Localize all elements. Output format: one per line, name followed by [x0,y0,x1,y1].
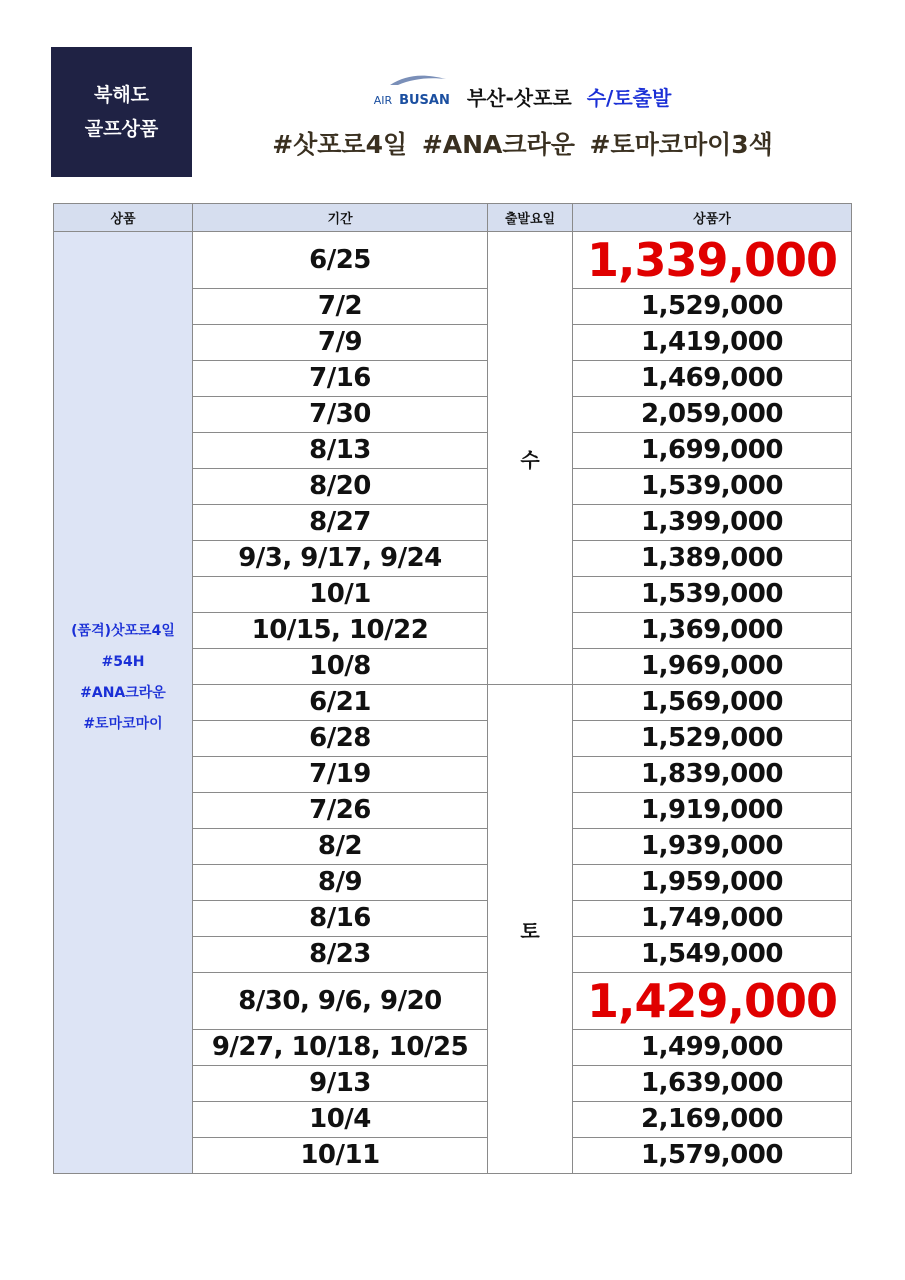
table-body [54,232,852,1174]
product-line-2: #54H [101,654,145,670]
badge-line-2: 골프상품 [84,118,159,140]
price-cell: 1,939,000 [573,829,852,865]
departure-date-cell: 6/25 [193,232,488,289]
departure-date-cell: 10/1 [193,577,488,613]
departure-date-cell: 9/13 [193,1066,488,1102]
price-cell: 1,469,000 [573,361,852,397]
departure-date-cell: 8/30, 9/6, 9/20 [193,973,488,1030]
price-cell: 2,059,000 [573,397,852,433]
logo-busan: BUSAN [399,92,450,108]
price-cell: 1,539,000 [573,469,852,505]
departure-date-cell: 6/28 [193,721,488,757]
price-cell: 1,419,000 [573,325,852,361]
price-cell: 1,919,000 [573,793,852,829]
price-cell: 1,339,000 [573,232,852,289]
departure-date-cell: 7/9 [193,325,488,361]
price-cell: 1,839,000 [573,757,852,793]
table-row [54,232,852,289]
price-cell: 1,529,000 [573,721,852,757]
price-cell: 1,969,000 [573,649,852,685]
departure-date-cell: 7/30 [193,397,488,433]
departure-date-cell: 8/27 [193,505,488,541]
col-header-product: 상품 [54,204,193,232]
price-cell: 1,369,000 [573,613,852,649]
departure-date-cell: 7/26 [193,793,488,829]
price-table [53,203,852,1174]
hashtag-line: #삿포로4일 #ANA크라운 #토마코마이3색 [272,130,773,159]
price-cell: 1,529,000 [573,289,852,325]
header-title [0,82,905,111]
departure-date-cell: 9/27, 10/18, 10/25 [193,1030,488,1066]
price-cell: 1,429,000 [573,973,852,1030]
price-cell: 1,699,000 [573,433,852,469]
col-header-day: 출발요일 [488,204,573,232]
departure-date-cell: 10/8 [193,649,488,685]
product-name-cell [54,232,193,1174]
departure-day-cell: 수 [488,232,573,685]
departure-days: 수/토출발 [586,86,672,110]
price-cell: 1,499,000 [573,1030,852,1066]
departure-date-cell: 8/16 [193,901,488,937]
product-line-4: #토마코마이 [83,716,163,732]
price-cell: 1,399,000 [573,505,852,541]
departure-date-cell: 8/23 [193,937,488,973]
price-cell: 2,169,000 [573,1102,852,1138]
product-line-1: (품격)삿포로4일 [71,623,175,639]
departure-date-cell: 10/4 [193,1102,488,1138]
departure-day-cell: 토 [488,685,573,1174]
airbusan-logo [374,85,450,109]
departure-date-cell: 7/2 [193,289,488,325]
departure-date-cell: 8/20 [193,469,488,505]
col-header-period: 기간 [193,204,488,232]
price-cell: 1,639,000 [573,1066,852,1102]
price-cell: 1,959,000 [573,865,852,901]
departure-date-cell: 9/3, 9/17, 9/24 [193,541,488,577]
departure-date-cell: 8/2 [193,829,488,865]
airbusan-wing-icon [388,73,448,87]
departure-date-cell: 7/16 [193,361,488,397]
departure-date-cell: 10/15, 10/22 [193,613,488,649]
price-cell: 1,539,000 [573,577,852,613]
table-header-row [54,204,852,232]
route-text: 부산-삿포로 [466,86,572,110]
departure-date-cell: 8/13 [193,433,488,469]
departure-date-cell: 8/9 [193,865,488,901]
logo-air: AIR [373,93,393,107]
product-line-3: #ANA크라운 [80,685,166,701]
price-cell: 1,579,000 [573,1138,852,1174]
departure-date-cell: 7/19 [193,757,488,793]
price-cell: 1,569,000 [573,685,852,721]
price-cell: 1,549,000 [573,937,852,973]
price-cell: 1,749,000 [573,901,852,937]
badge-line-1: 북해도 [93,84,150,106]
departure-date-cell: 10/11 [193,1138,488,1174]
price-cell: 1,389,000 [573,541,852,577]
departure-date-cell: 6/21 [193,685,488,721]
col-header-price: 상품가 [573,204,852,232]
